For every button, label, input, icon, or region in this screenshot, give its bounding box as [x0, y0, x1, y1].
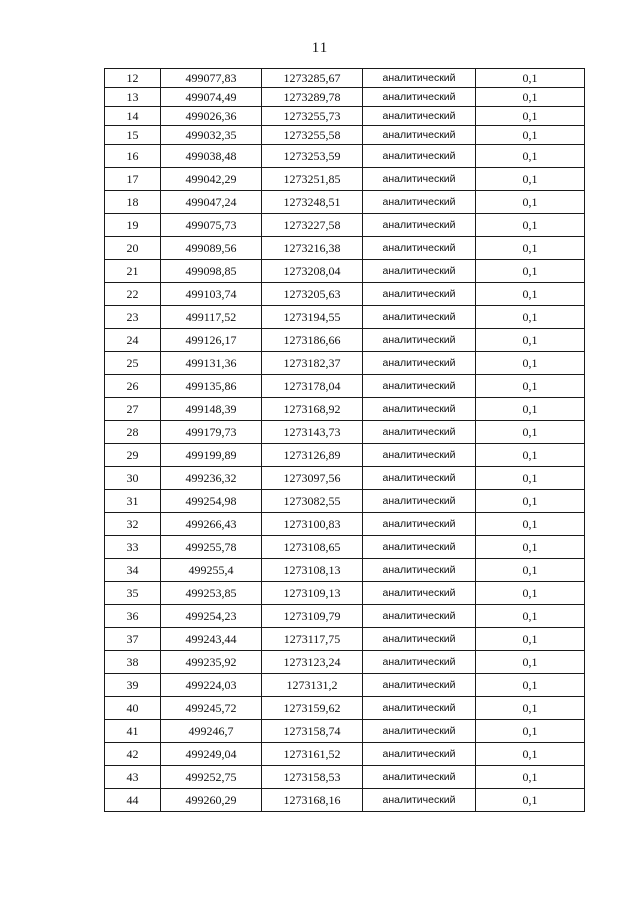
coordinate-x-cell: 499243,44	[161, 628, 262, 651]
accuracy-cell: 0,1	[476, 720, 585, 743]
accuracy-cell: 0,1	[476, 789, 585, 812]
table-row	[105, 191, 585, 214]
table-row	[105, 582, 585, 605]
accuracy-cell: 0,1	[476, 260, 585, 283]
coordinate-x-cell: 499254,98	[161, 490, 262, 513]
coordinate-y-cell: 1273168,92	[262, 398, 363, 421]
coordinate-x-cell: 499224,03	[161, 674, 262, 697]
point-number-cell: 21	[105, 260, 161, 283]
table-row	[105, 375, 585, 398]
accuracy-cell: 0,1	[476, 674, 585, 697]
table-row	[105, 605, 585, 628]
accuracy-cell: 0,1	[476, 421, 585, 444]
table-row	[105, 720, 585, 743]
coordinate-y-cell: 1273143,73	[262, 421, 363, 444]
coordinate-x-cell: 499255,78	[161, 536, 262, 559]
point-number-cell: 26	[105, 375, 161, 398]
coordinate-x-cell: 499126,17	[161, 329, 262, 352]
coordinate-x-cell: 499026,36	[161, 107, 262, 126]
method-cell: аналитический	[363, 88, 476, 107]
coordinate-y-cell: 1273216,38	[262, 237, 363, 260]
method-cell: аналитический	[363, 237, 476, 260]
point-number-cell: 24	[105, 329, 161, 352]
point-number-cell: 42	[105, 743, 161, 766]
point-number-cell: 12	[105, 69, 161, 88]
coordinate-x-cell: 499254,23	[161, 605, 262, 628]
point-number-cell: 16	[105, 145, 161, 168]
accuracy-cell: 0,1	[476, 490, 585, 513]
method-cell: аналитический	[363, 467, 476, 490]
coordinate-x-cell: 499245,72	[161, 697, 262, 720]
accuracy-cell: 0,1	[476, 467, 585, 490]
point-number-cell: 32	[105, 513, 161, 536]
table-row	[105, 352, 585, 375]
point-number-cell: 38	[105, 651, 161, 674]
accuracy-cell: 0,1	[476, 69, 585, 88]
table-row	[105, 145, 585, 168]
coordinate-x-cell: 499038,48	[161, 145, 262, 168]
coordinate-y-cell: 1273253,59	[262, 145, 363, 168]
method-cell: аналитический	[363, 513, 476, 536]
table-row	[105, 126, 585, 145]
table-row	[105, 237, 585, 260]
method-cell: аналитический	[363, 490, 476, 513]
point-number-cell: 19	[105, 214, 161, 237]
accuracy-cell: 0,1	[476, 605, 585, 628]
method-cell: аналитический	[363, 306, 476, 329]
method-cell: аналитический	[363, 421, 476, 444]
table-row	[105, 536, 585, 559]
table-row	[105, 559, 585, 582]
point-number-cell: 40	[105, 697, 161, 720]
method-cell: аналитический	[363, 352, 476, 375]
table-row	[105, 306, 585, 329]
accuracy-cell: 0,1	[476, 329, 585, 352]
coordinate-y-cell: 1273285,67	[262, 69, 363, 88]
point-number-cell: 43	[105, 766, 161, 789]
method-cell: аналитический	[363, 674, 476, 697]
table-row	[105, 421, 585, 444]
coordinate-x-cell: 499255,4	[161, 559, 262, 582]
coordinate-y-cell: 1273289,78	[262, 88, 363, 107]
coordinate-x-cell: 499249,04	[161, 743, 262, 766]
coordinate-y-cell: 1273158,53	[262, 766, 363, 789]
method-cell: аналитический	[363, 168, 476, 191]
coordinate-y-cell: 1273208,04	[262, 260, 363, 283]
point-number-cell: 39	[105, 674, 161, 697]
coordinate-y-cell: 1273205,63	[262, 283, 363, 306]
method-cell: аналитический	[363, 720, 476, 743]
coordinate-y-cell: 1273168,16	[262, 789, 363, 812]
point-number-cell: 41	[105, 720, 161, 743]
coordinate-x-cell: 499236,32	[161, 467, 262, 490]
accuracy-cell: 0,1	[476, 651, 585, 674]
point-number-cell: 27	[105, 398, 161, 421]
accuracy-cell: 0,1	[476, 582, 585, 605]
coordinate-y-cell: 1273109,13	[262, 582, 363, 605]
table-row	[105, 168, 585, 191]
method-cell: аналитический	[363, 69, 476, 88]
accuracy-cell: 0,1	[476, 398, 585, 421]
point-number-cell: 15	[105, 126, 161, 145]
point-number-cell: 34	[105, 559, 161, 582]
method-cell: аналитический	[363, 214, 476, 237]
method-cell: аналитический	[363, 628, 476, 651]
accuracy-cell: 0,1	[476, 168, 585, 191]
method-cell: аналитический	[363, 329, 476, 352]
coordinate-y-cell: 1273158,74	[262, 720, 363, 743]
coordinates-table	[104, 68, 585, 812]
coordinate-y-cell: 1273126,89	[262, 444, 363, 467]
coordinate-x-cell: 499131,36	[161, 352, 262, 375]
point-number-cell: 35	[105, 582, 161, 605]
table-row	[105, 628, 585, 651]
method-cell: аналитический	[363, 536, 476, 559]
method-cell: аналитический	[363, 743, 476, 766]
coordinate-x-cell: 499032,35	[161, 126, 262, 145]
accuracy-cell: 0,1	[476, 352, 585, 375]
table-row	[105, 283, 585, 306]
point-number-cell: 44	[105, 789, 161, 812]
method-cell: аналитический	[363, 766, 476, 789]
point-number-cell: 30	[105, 467, 161, 490]
coordinate-y-cell: 1273248,51	[262, 191, 363, 214]
accuracy-cell: 0,1	[476, 766, 585, 789]
table-row	[105, 789, 585, 812]
coordinate-y-cell: 1273255,73	[262, 107, 363, 126]
accuracy-cell: 0,1	[476, 743, 585, 766]
table-row	[105, 651, 585, 674]
table-row	[105, 674, 585, 697]
accuracy-cell: 0,1	[476, 107, 585, 126]
coordinate-x-cell: 499235,92	[161, 651, 262, 674]
coordinate-y-cell: 1273251,85	[262, 168, 363, 191]
method-cell: аналитический	[363, 145, 476, 168]
accuracy-cell: 0,1	[476, 559, 585, 582]
method-cell: аналитический	[363, 559, 476, 582]
table-row	[105, 214, 585, 237]
coordinate-x-cell: 499246,7	[161, 720, 262, 743]
table-row	[105, 444, 585, 467]
point-number-cell: 13	[105, 88, 161, 107]
method-cell: аналитический	[363, 260, 476, 283]
method-cell: аналитический	[363, 283, 476, 306]
coordinate-y-cell: 1273082,55	[262, 490, 363, 513]
method-cell: аналитический	[363, 651, 476, 674]
accuracy-cell: 0,1	[476, 88, 585, 107]
accuracy-cell: 0,1	[476, 375, 585, 398]
point-number-cell: 20	[105, 237, 161, 260]
point-number-cell: 37	[105, 628, 161, 651]
method-cell: аналитический	[363, 444, 476, 467]
accuracy-cell: 0,1	[476, 628, 585, 651]
coordinate-x-cell: 499117,52	[161, 306, 262, 329]
method-cell: аналитический	[363, 605, 476, 628]
coordinate-x-cell: 499089,56	[161, 237, 262, 260]
coordinate-y-cell: 1273255,58	[262, 126, 363, 145]
coordinate-y-cell: 1273227,58	[262, 214, 363, 237]
coordinate-x-cell: 499253,85	[161, 582, 262, 605]
coordinate-y-cell: 1273182,37	[262, 352, 363, 375]
accuracy-cell: 0,1	[476, 536, 585, 559]
coordinate-x-cell: 499042,29	[161, 168, 262, 191]
method-cell: аналитический	[363, 582, 476, 605]
accuracy-cell: 0,1	[476, 697, 585, 720]
table-row	[105, 69, 585, 88]
coordinate-x-cell: 499199,89	[161, 444, 262, 467]
method-cell: аналитический	[363, 126, 476, 145]
accuracy-cell: 0,1	[476, 237, 585, 260]
point-number-cell: 18	[105, 191, 161, 214]
point-number-cell: 31	[105, 490, 161, 513]
point-number-cell: 33	[105, 536, 161, 559]
method-cell: аналитический	[363, 191, 476, 214]
table-row	[105, 490, 585, 513]
coordinate-x-cell: 499074,49	[161, 88, 262, 107]
coordinate-y-cell: 1273117,75	[262, 628, 363, 651]
coordinate-y-cell: 1273097,56	[262, 467, 363, 490]
coordinate-x-cell: 499103,74	[161, 283, 262, 306]
method-cell: аналитический	[363, 697, 476, 720]
table-row	[105, 329, 585, 352]
method-cell: аналитический	[363, 789, 476, 812]
accuracy-cell: 0,1	[476, 191, 585, 214]
point-number-cell: 23	[105, 306, 161, 329]
coordinate-y-cell: 1273109,79	[262, 605, 363, 628]
table-row	[105, 513, 585, 536]
coordinate-y-cell: 1273108,65	[262, 536, 363, 559]
table-row	[105, 398, 585, 421]
accuracy-cell: 0,1	[476, 444, 585, 467]
point-number-cell: 17	[105, 168, 161, 191]
table-row	[105, 260, 585, 283]
coordinate-x-cell: 499047,24	[161, 191, 262, 214]
coordinate-y-cell: 1273178,04	[262, 375, 363, 398]
accuracy-cell: 0,1	[476, 283, 585, 306]
coordinate-x-cell: 499179,73	[161, 421, 262, 444]
coordinates-table-body	[105, 69, 585, 812]
point-number-cell: 25	[105, 352, 161, 375]
coordinate-y-cell: 1273186,66	[262, 329, 363, 352]
coordinate-x-cell: 499077,83	[161, 69, 262, 88]
coordinate-y-cell: 1273161,52	[262, 743, 363, 766]
point-number-cell: 29	[105, 444, 161, 467]
coordinate-x-cell: 499135,86	[161, 375, 262, 398]
accuracy-cell: 0,1	[476, 306, 585, 329]
coordinate-y-cell: 1273159,62	[262, 697, 363, 720]
point-number-cell: 36	[105, 605, 161, 628]
coordinate-y-cell: 1273100,83	[262, 513, 363, 536]
accuracy-cell: 0,1	[476, 126, 585, 145]
table-row	[105, 697, 585, 720]
coordinate-y-cell: 1273194,55	[262, 306, 363, 329]
coordinate-x-cell: 499148,39	[161, 398, 262, 421]
point-number-cell: 28	[105, 421, 161, 444]
coordinate-y-cell: 1273108,13	[262, 559, 363, 582]
coordinate-y-cell: 1273131,2	[262, 674, 363, 697]
point-number-cell: 22	[105, 283, 161, 306]
point-number-cell: 14	[105, 107, 161, 126]
coordinate-x-cell: 499075,73	[161, 214, 262, 237]
accuracy-cell: 0,1	[476, 513, 585, 536]
method-cell: аналитический	[363, 107, 476, 126]
coordinate-y-cell: 1273123,24	[262, 651, 363, 674]
coordinate-x-cell: 499252,75	[161, 766, 262, 789]
accuracy-cell: 0,1	[476, 145, 585, 168]
coordinate-x-cell: 499260,29	[161, 789, 262, 812]
page-number: 11	[311, 40, 329, 56]
table-row	[105, 107, 585, 126]
table-row	[105, 766, 585, 789]
table-row	[105, 88, 585, 107]
accuracy-cell: 0,1	[476, 214, 585, 237]
table-row	[105, 467, 585, 490]
method-cell: аналитический	[363, 375, 476, 398]
method-cell: аналитический	[363, 398, 476, 421]
coordinate-x-cell: 499266,43	[161, 513, 262, 536]
table-row	[105, 743, 585, 766]
coordinate-x-cell: 499098,85	[161, 260, 262, 283]
